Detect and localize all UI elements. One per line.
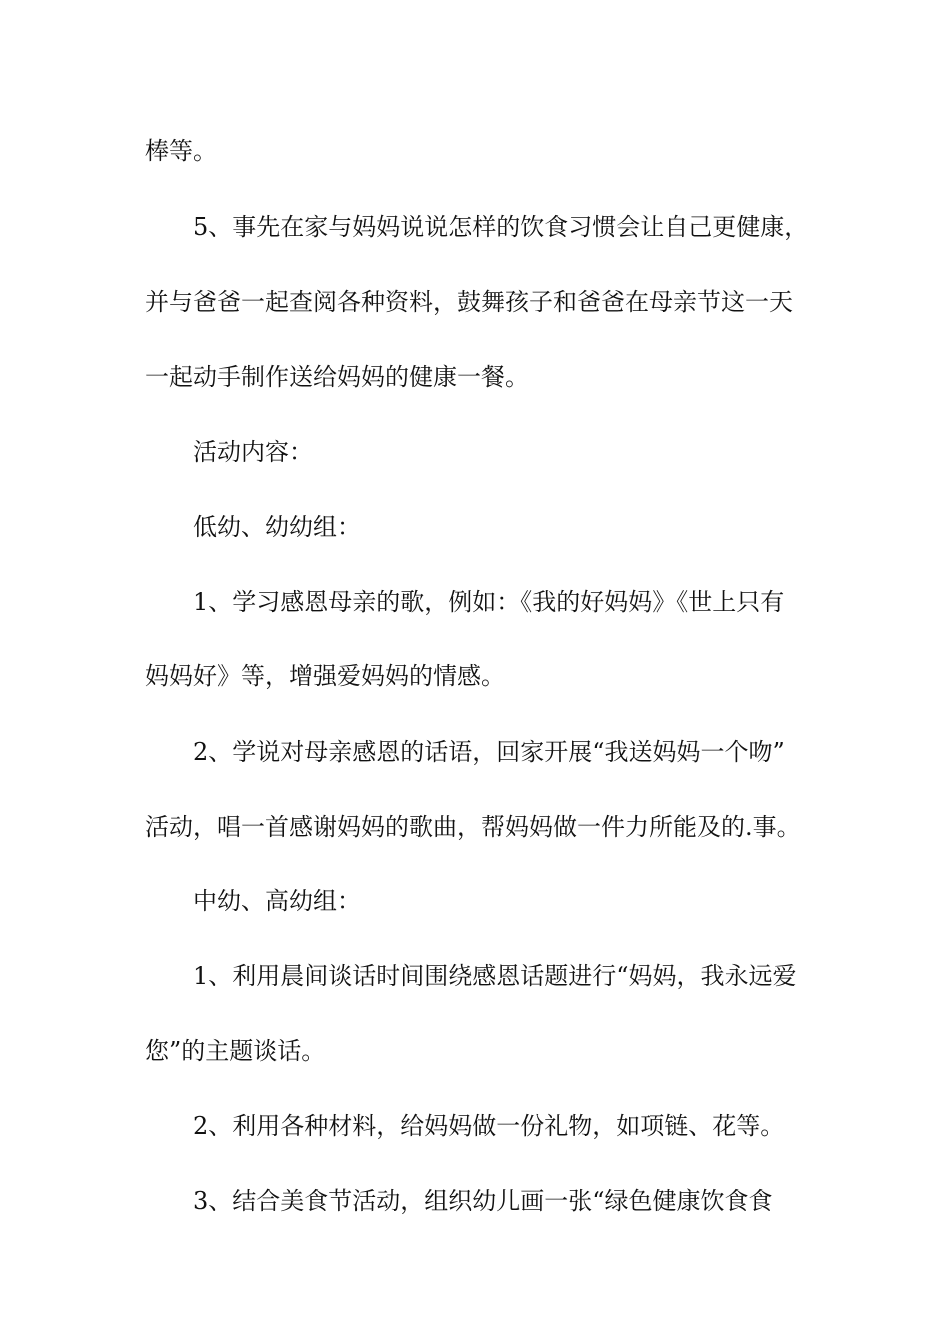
paragraph-line: 2、利用各种材料，给妈妈做一份礼物，如项链、花等。 bbox=[193, 1112, 785, 1140]
paragraph-line: 棒等。 bbox=[145, 137, 217, 165]
group-heading: 中幼、高幼组： bbox=[193, 887, 361, 915]
paragraph-line: 2、学说对母亲感恩的话语，回家开展“我送妈妈一个吻” bbox=[193, 738, 785, 766]
paragraph-line: 1、利用晨间谈话时间围绕感恩话题进行“妈妈，我永远爱 bbox=[193, 962, 797, 990]
paragraph-line: 1、学习感恩母亲的歌，例如：《我的好妈妈》《世上只有 bbox=[193, 588, 785, 616]
paragraph-line: 活动，唱一首感谢妈妈的歌曲，帮妈妈做一件力所能及的.事。 bbox=[145, 813, 801, 841]
paragraph-line: 3、结合美食节活动，组织幼儿画一张“绿色健康饮食食 bbox=[193, 1187, 773, 1215]
paragraph-line: 并与爸爸一起查阅各种资料，鼓舞孩子和爸爸在母亲节这一天 bbox=[145, 288, 793, 316]
paragraph-line: 您”的主题谈话。 bbox=[145, 1037, 326, 1065]
section-heading: 活动内容： bbox=[193, 438, 313, 466]
paragraph-line: 5、事先在家与妈妈说说怎样的饮食习惯会让自己更健康， bbox=[193, 213, 809, 241]
paragraph-line: 妈妈好》等，增强爱妈妈的情感。 bbox=[145, 662, 505, 690]
group-heading: 低幼、幼幼组： bbox=[193, 513, 361, 541]
paragraph-line: 一起动手制作送给妈妈的健康一餐。 bbox=[145, 363, 529, 391]
